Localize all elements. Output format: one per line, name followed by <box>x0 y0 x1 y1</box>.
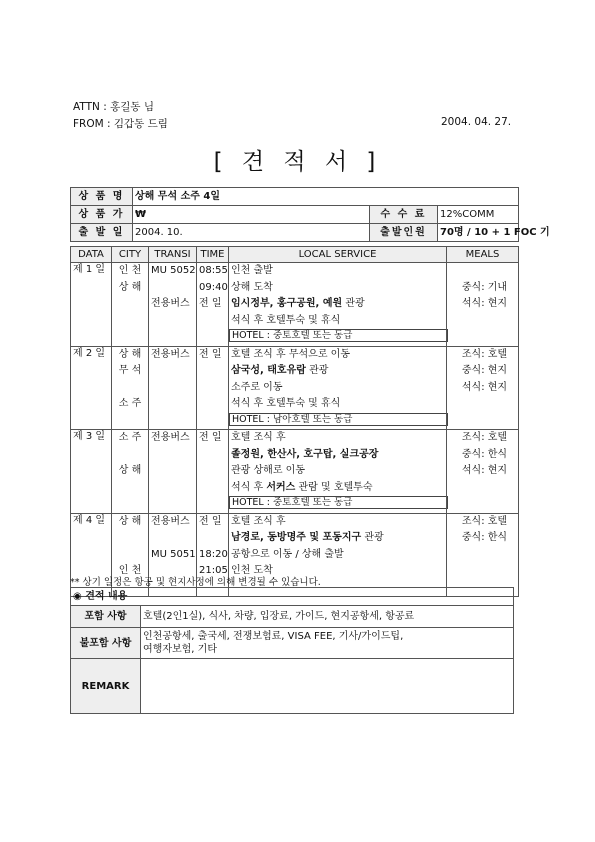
city-cell <box>112 346 149 430</box>
time-line <box>199 496 226 513</box>
time-line <box>199 396 226 413</box>
time-line: 09:40 <box>199 281 228 293</box>
time-line <box>199 313 226 330</box>
meal-line: 중식: 기내 <box>461 281 508 293</box>
service-text: 석식 후 호텔투숙 및 휴식 <box>231 398 341 409</box>
service-line <box>231 363 446 380</box>
service-line <box>231 263 446 280</box>
hotel-line: HOTEL : 남아호텔 또는 동급 <box>229 413 448 426</box>
service-highlight: 삼국성, 태호유람 <box>231 365 306 376</box>
pax-value: 70명 / 10 + 1 FOC 기 <box>438 224 519 242</box>
from-line: FROM : 김갑동 드림 <box>73 118 168 130</box>
time-line <box>199 463 226 480</box>
header-transit: TRANSI <box>149 247 197 263</box>
commission-label: 수 수 료 <box>370 206 438 224</box>
product-name-label: 상 품 명 <box>71 188 133 206</box>
city-line: 무 석 <box>118 365 142 376</box>
header-meals: MEALS <box>447 247 519 263</box>
service-text: 인천 도착 <box>231 565 273 576</box>
service-text: 호텔 조식 후 <box>231 515 286 527</box>
excluded-line-1: 인천공항세, 출국세, 전쟁보험료, VISA FEE, 기사/가이드팁, <box>143 631 404 642</box>
transit-cell <box>149 263 197 347</box>
time-cell <box>197 263 229 347</box>
city-line <box>114 480 146 497</box>
city-line: 소 주 <box>118 432 142 443</box>
day-cell: 제 2 일 <box>71 346 112 430</box>
meal-line: 조식: 호텔 <box>461 432 508 443</box>
quote-details-table <box>70 587 514 714</box>
city-cell <box>112 263 149 347</box>
service-text: 인천 출발 <box>231 265 273 276</box>
city-line: 상 해 <box>118 281 142 293</box>
service-text: 관람 및 호텔투숙 <box>295 481 373 493</box>
header-data: DATA <box>71 247 112 263</box>
city-line <box>114 496 146 513</box>
transit-cell <box>149 346 197 430</box>
meals-cell <box>447 513 519 597</box>
local-service-cell <box>229 346 447 430</box>
hotel-line: HOTEL : 중토호텔 또는 동급 <box>229 496 448 509</box>
transit-line: 전용버스 <box>151 298 190 309</box>
time-line: 전 일 <box>199 432 222 443</box>
meal-line: 석식: 현지 <box>461 465 508 476</box>
city-line <box>114 329 146 346</box>
service-line <box>231 514 446 531</box>
excluded-value <box>141 628 514 659</box>
city-line <box>114 296 146 313</box>
header-time: TIME <box>197 247 229 263</box>
city-line: 소 주 <box>118 398 142 409</box>
time-cell <box>197 346 229 430</box>
time-cell <box>197 430 229 514</box>
itinerary-table <box>70 246 519 597</box>
pax-label: 출발인원 <box>370 224 438 242</box>
time-line: 08:55 <box>199 265 228 276</box>
transit-line: MU 5051 <box>151 548 196 560</box>
transit-line <box>151 530 194 547</box>
service-text: 상해 도착 <box>231 281 273 293</box>
local-service-cell <box>229 430 447 514</box>
transit-line: 전용버스 <box>151 348 190 360</box>
product-name-value: 상해 무석 소주 4일 <box>133 188 519 206</box>
departure-value: 2004. 10. <box>133 224 370 242</box>
city-cell <box>112 430 149 514</box>
transit-line <box>151 463 194 480</box>
service-text: 호텔 조식 후 <box>231 432 286 443</box>
service-line <box>231 380 446 397</box>
meal-line <box>453 396 516 413</box>
service-highlight: 남경로, 동방명주 및 포동지구 <box>231 532 362 543</box>
day-cell: 제 1 일 <box>71 263 112 347</box>
document-date: 2004. 04. 27. <box>441 116 512 128</box>
time-line <box>199 447 226 464</box>
city-line <box>114 413 146 430</box>
hotel-line: HOTEL : 중토호텔 또는 동급 <box>229 329 448 342</box>
service-text: 관광 <box>305 365 329 376</box>
page-title: [ 견 적 서 ] <box>213 149 382 175</box>
remark-value <box>141 659 514 714</box>
city-line: 상 해 <box>118 465 142 476</box>
service-text: 석식 후 호텔투숙 및 휴식 <box>231 314 341 326</box>
city-line <box>114 547 146 564</box>
local-service-cell <box>229 263 447 347</box>
time-line <box>199 480 226 497</box>
meal-line: 중식: 현지 <box>461 365 508 376</box>
city-line <box>114 313 146 330</box>
quote-section-title: ◉ 견적 내용 <box>71 588 514 606</box>
city-line <box>114 380 146 397</box>
city-line: 상 해 <box>118 348 142 360</box>
meal-line <box>453 563 516 580</box>
day-cell: 제 3 일 <box>71 430 112 514</box>
city-line: 상 해 <box>118 515 142 527</box>
time-line: 18:20 <box>199 548 228 560</box>
transit-line: 전용버스 <box>151 432 190 443</box>
meal-line: 조식: 호텔 <box>461 515 508 527</box>
time-line: 21:05 <box>199 565 228 576</box>
transit-line <box>151 313 194 330</box>
service-highlight: 졸정원, 한산사, 호구탑, 실크공장 <box>231 448 379 460</box>
service-highlight: 임시정부, 홍구공원, 예원 <box>231 298 343 309</box>
price-label: 상 품 가 <box>71 206 133 224</box>
transit-line <box>151 447 194 464</box>
service-line <box>231 480 446 497</box>
service-line <box>231 280 446 297</box>
commission-value: 12%COMM <box>438 206 519 224</box>
meal-line <box>453 547 516 564</box>
time-line: 전 일 <box>199 348 222 360</box>
meals-cell <box>447 346 519 430</box>
meal-line <box>453 263 516 280</box>
service-text: 소주로 이동 <box>231 381 283 393</box>
meals-cell <box>447 430 519 514</box>
schedule-change-note: ** 상기 일정은 항공 및 현지사정에 의해 변경될 수 있습니다. <box>70 577 321 588</box>
service-line <box>231 547 446 564</box>
transit-cell <box>149 430 197 514</box>
itinerary-day-row <box>71 430 519 514</box>
service-text: 호텔 조식 후 무석으로 이동 <box>231 348 350 360</box>
time-line <box>199 413 226 430</box>
service-text: 공항으로 이동 / 상해 출발 <box>231 548 344 560</box>
day-cell: 제 4 일 <box>71 513 112 597</box>
service-text: 관광 상해로 이동 <box>231 465 305 476</box>
meals-cell <box>447 263 519 347</box>
header-city: CITY <box>112 247 149 263</box>
city-line: 인 천 <box>118 265 142 276</box>
meal-line <box>453 480 516 497</box>
service-line <box>231 347 446 364</box>
transit-line <box>151 363 194 380</box>
remark-label: REMARK <box>71 659 141 714</box>
time-line <box>199 363 226 380</box>
transit-line <box>151 380 194 397</box>
product-info-table <box>70 187 550 242</box>
time-line <box>199 380 226 397</box>
time-line: 전 일 <box>199 515 222 527</box>
service-line <box>231 296 446 313</box>
transit-line <box>151 496 194 513</box>
meal-line: 석식: 현지 <box>461 298 508 309</box>
header-local-service: LOCAL SERVICE <box>229 247 447 263</box>
service-text: 석식 후 <box>231 481 267 493</box>
time-line: 전 일 <box>199 298 222 309</box>
service-line <box>231 313 446 330</box>
service-line <box>231 447 446 464</box>
included-value: 호텔(2인1실), 식사, 차량, 입장료, 가이드, 현지공항세, 항공료 <box>141 606 514 628</box>
itinerary-day-row <box>71 263 519 347</box>
itinerary-day-row <box>71 346 519 430</box>
service-text: 관광 <box>361 532 384 543</box>
service-text: 관광 <box>342 298 365 309</box>
excluded-label: 불포함 사항 <box>71 628 141 659</box>
transit-line: 전용버스 <box>151 515 190 527</box>
service-line <box>231 530 446 547</box>
meal-line: 조식: 호텔 <box>461 348 508 360</box>
transit-line <box>151 396 194 413</box>
transit-line <box>151 329 194 346</box>
transit-line <box>151 480 194 497</box>
itinerary-header-row <box>71 247 519 263</box>
city-line <box>114 447 146 464</box>
meal-line: 중식: 한식 <box>461 532 508 543</box>
city-line: 인 천 <box>118 565 142 576</box>
meal-line <box>453 313 516 330</box>
transit-line: MU 5052 <box>151 265 196 276</box>
price-value: ₩ <box>133 206 370 224</box>
service-highlight: 서커스 <box>266 481 296 493</box>
departure-label: 출 발 일 <box>71 224 133 242</box>
excluded-line-2: 여행자보험, 기타 <box>143 644 217 655</box>
service-line <box>231 430 446 447</box>
time-line <box>199 530 226 547</box>
city-line <box>114 530 146 547</box>
attn-line: ATTN : 홍길동 님 <box>73 101 154 113</box>
transit-line <box>151 280 194 297</box>
time-line <box>199 329 226 346</box>
transit-line <box>151 413 194 430</box>
meal-line: 석식: 현지 <box>461 381 508 393</box>
service-line <box>231 463 446 480</box>
meal-line: 중식: 한식 <box>461 448 508 460</box>
service-line <box>231 396 446 413</box>
included-label: 포함 사항 <box>71 606 141 628</box>
